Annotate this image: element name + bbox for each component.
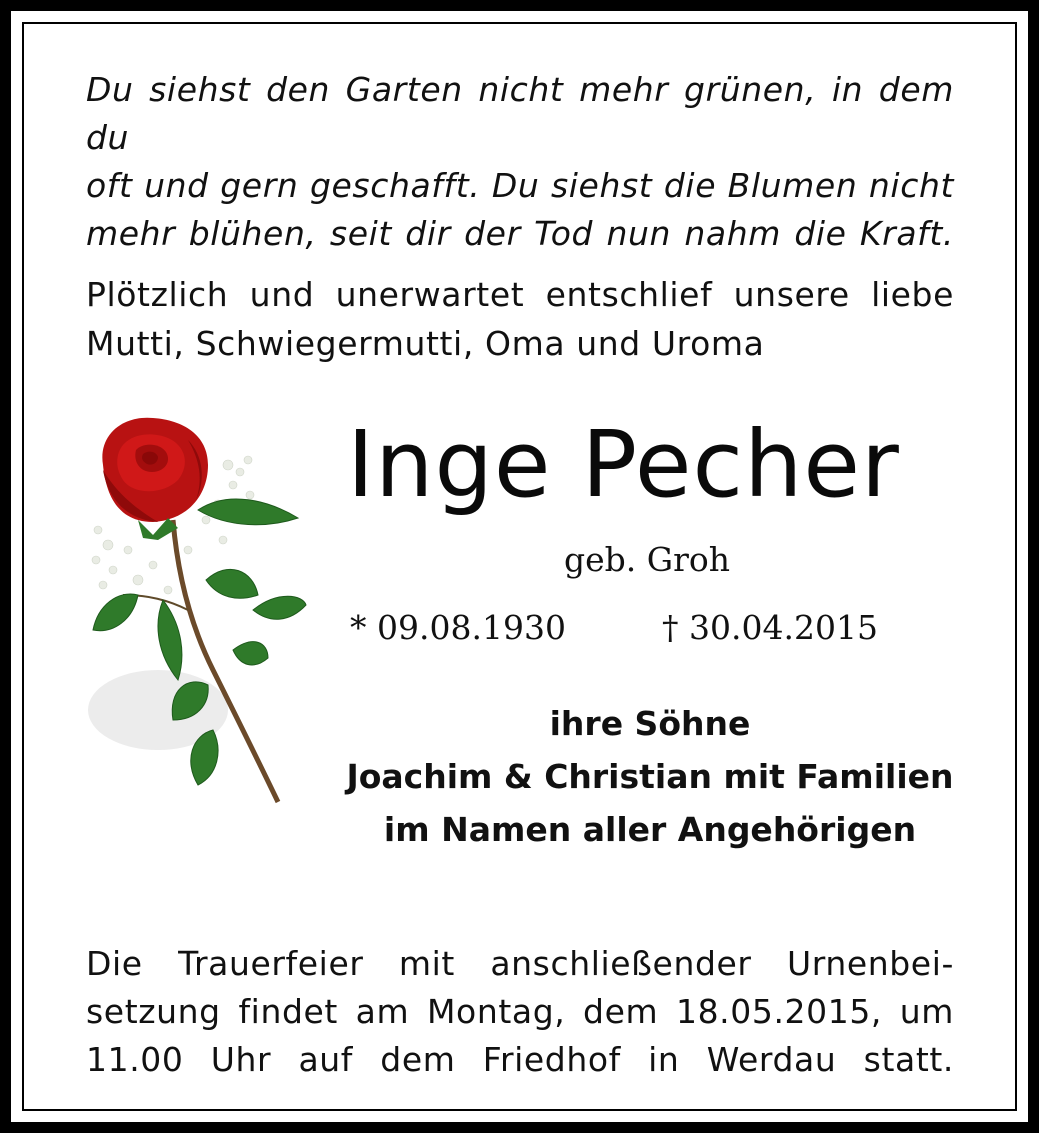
poem-line: mehr blühen, seit dir der Tod nun nahm die Kraft.: [86, 214, 954, 253]
deceased-name: Inge Pecher: [347, 411, 900, 518]
funeral-notice: [86, 940, 954, 1084]
funeral-line: Die Trauerfeier mit anschließender Urnenbei-: [86, 944, 954, 983]
poem-verse: [86, 66, 954, 258]
mourners-signature: [330, 697, 970, 856]
poem-line: Du siehst den Garten nicht mehr grünen, in dem du: [86, 70, 954, 157]
funeral-line: setzung findet am Montag, dem 18.05.2015, um: [86, 992, 954, 1031]
maiden-name: geb. Groh: [563, 540, 730, 579]
rose-icon: [78, 410, 313, 810]
intro-line: Plötzlich und unerwartet entschlief unsere liebe: [86, 275, 954, 314]
poem-line: oft und gern geschafft. Du siehst die Blumen nicht: [86, 166, 954, 205]
mourners-line: Joachim & Christian mit Familien: [346, 757, 954, 796]
birth-date: * 09.08.1930: [350, 608, 566, 647]
mourners-line: ihre Söhne: [549, 704, 751, 743]
death-date: † 30.04.2015: [662, 608, 878, 647]
intro-line: Mutti, Schwiegermutti, Oma und Uroma: [86, 324, 765, 363]
funeral-line: 11.00 Uhr auf dem Friedhof in Werdau statt.: [86, 1040, 954, 1079]
announcement-intro: [86, 270, 954, 368]
mourners-line: im Namen aller Angehörigen: [383, 810, 917, 849]
